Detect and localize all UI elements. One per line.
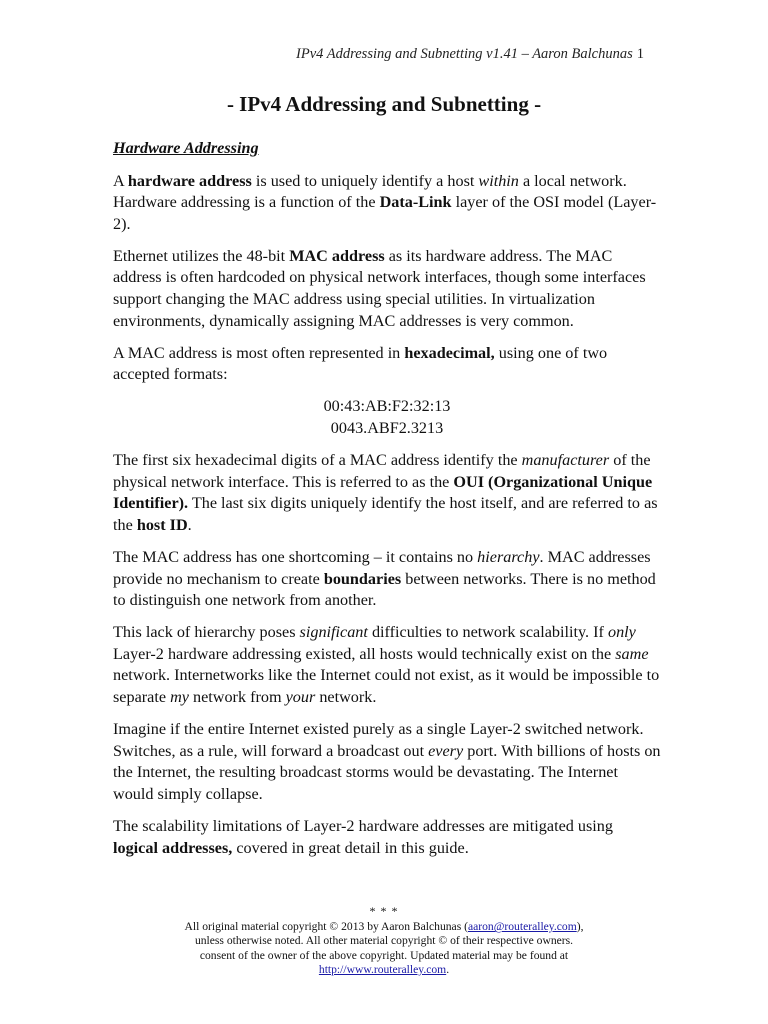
text: . MAC addresses provide no mechanism to create	[113, 548, 651, 588]
paragraph-hex-representation	[113, 343, 661, 386]
section-heading: Hardware Addressing	[113, 139, 259, 157]
text: port. With billions of hosts on the Internet, the resulting broadcast storms would be devastating. The Internet would simply collapse.	[113, 741, 661, 803]
italic-term: only	[607, 623, 636, 642]
bold-term: Data-Link	[379, 193, 452, 212]
mac-formats	[113, 396, 661, 439]
paragraph-hierarchy	[113, 547, 661, 612]
text: A MAC address is most often represented in	[113, 343, 405, 362]
paragraph-scalability	[113, 622, 661, 708]
italic-term: your	[285, 688, 316, 707]
running-title: IPv4 Addressing and Subnetting v1.41 – Aaron Balchunas	[296, 46, 633, 62]
text: between networks. There is no method to distinguish one network from another.	[113, 569, 656, 610]
text: is used to uniquely identify a host	[251, 171, 479, 190]
text: network from	[188, 688, 286, 707]
text: Ethernet utilizes the 48-bit	[113, 246, 290, 265]
text: network.	[315, 688, 377, 707]
footer-separator: * * *	[369, 904, 399, 918]
paragraph-broadcast-storms	[113, 719, 661, 805]
text: of the physical network interface. This is referred to as the	[113, 451, 651, 491]
italic-term: hierarchy	[477, 548, 540, 566]
page-number: 1	[636, 46, 644, 62]
text: ),	[576, 920, 584, 934]
bold-term: boundaries	[323, 569, 402, 588]
text: This lack of hierarchy poses	[113, 623, 300, 642]
bold-term: MAC address	[289, 246, 385, 265]
bold-term: logical addresses,	[113, 838, 233, 857]
text: The last six digits uniquely identify the host itself, and are referred to as the	[113, 494, 658, 534]
running-header	[296, 46, 644, 63]
document-body	[113, 138, 661, 870]
bold-term: OUI (Organizational Unique Identifier).	[113, 472, 653, 513]
paragraph-ethernet-mac	[113, 246, 661, 332]
text: as its hardware address. The MAC address is often hardcoded on physical network interfaces, though some interfaces support changing the MAC address using special utilities. In virtualization environments, dynamically assigning MAC addresses is very common.	[113, 246, 646, 330]
mac-format-dotted: 0043.ABF2.3213	[330, 419, 444, 438]
bold-term: hardware address	[127, 171, 252, 190]
website-link[interactable]: http://www.routeralley.com	[318, 962, 447, 976]
paragraph-oui	[113, 450, 661, 536]
paragraph-logical-addresses	[113, 816, 661, 859]
italic-term: my	[170, 688, 189, 707]
italic-term: significant	[299, 623, 368, 642]
text: difficulties to network scalability. If	[367, 623, 608, 642]
text: layer of the OSI model (Layer-2).	[113, 193, 657, 233]
text: a local network. Hardware addressing is a function of the	[113, 171, 627, 212]
text: .	[446, 962, 450, 976]
footer-line-1	[0, 920, 768, 934]
text: A	[113, 171, 128, 190]
bold-term: host ID	[136, 515, 188, 534]
text: All original material copyright © 2013 by Aaron Balchunas (	[184, 920, 468, 934]
mac-format-colon: 00:43:AB:F2:32:13	[323, 397, 451, 416]
text: The first six hexadecimal digits of a MAC address identify the	[113, 451, 522, 470]
text: .	[187, 515, 192, 534]
bold-term: hexadecimal,	[404, 343, 495, 362]
text: Imagine if the entire Internet existed purely as a single Layer-2 switched network. Switches, as a rule, will forward a broadcast out	[113, 720, 644, 760]
footer-line-2: unless otherwise noted. All other material copyright © of their respective owners.	[194, 934, 574, 948]
italic-term: same	[615, 644, 649, 663]
text: Layer-2 hardware addressing existed, all hosts would technically exist on the	[113, 644, 616, 663]
italic-term: manufacturer	[521, 451, 610, 470]
email-link[interactable]: aaron@routeralley.com	[467, 920, 577, 934]
copyright-footer	[0, 904, 768, 977]
paragraph-hardware-address	[113, 171, 661, 236]
italic-term: every	[428, 741, 464, 760]
text: using one of two accepted formats:	[113, 343, 608, 384]
italic-term: within	[478, 171, 519, 190]
page-title: - IPv4 Addressing and Subnetting -	[226, 92, 542, 116]
footer-line-4	[0, 963, 768, 977]
text: The scalability limitations of Layer-2 hardware addresses are mitigated using	[113, 817, 613, 836]
footer-line-3: consent of the owner of the above copyright. Updated material may be found at	[199, 948, 569, 962]
text: The MAC address has one shortcoming – it contains no	[113, 548, 478, 566]
text: covered in great detail in this guide.	[232, 838, 469, 857]
text: network. Internetworks like the Internet could not exist, as it would be impossible to separate	[113, 666, 660, 707]
